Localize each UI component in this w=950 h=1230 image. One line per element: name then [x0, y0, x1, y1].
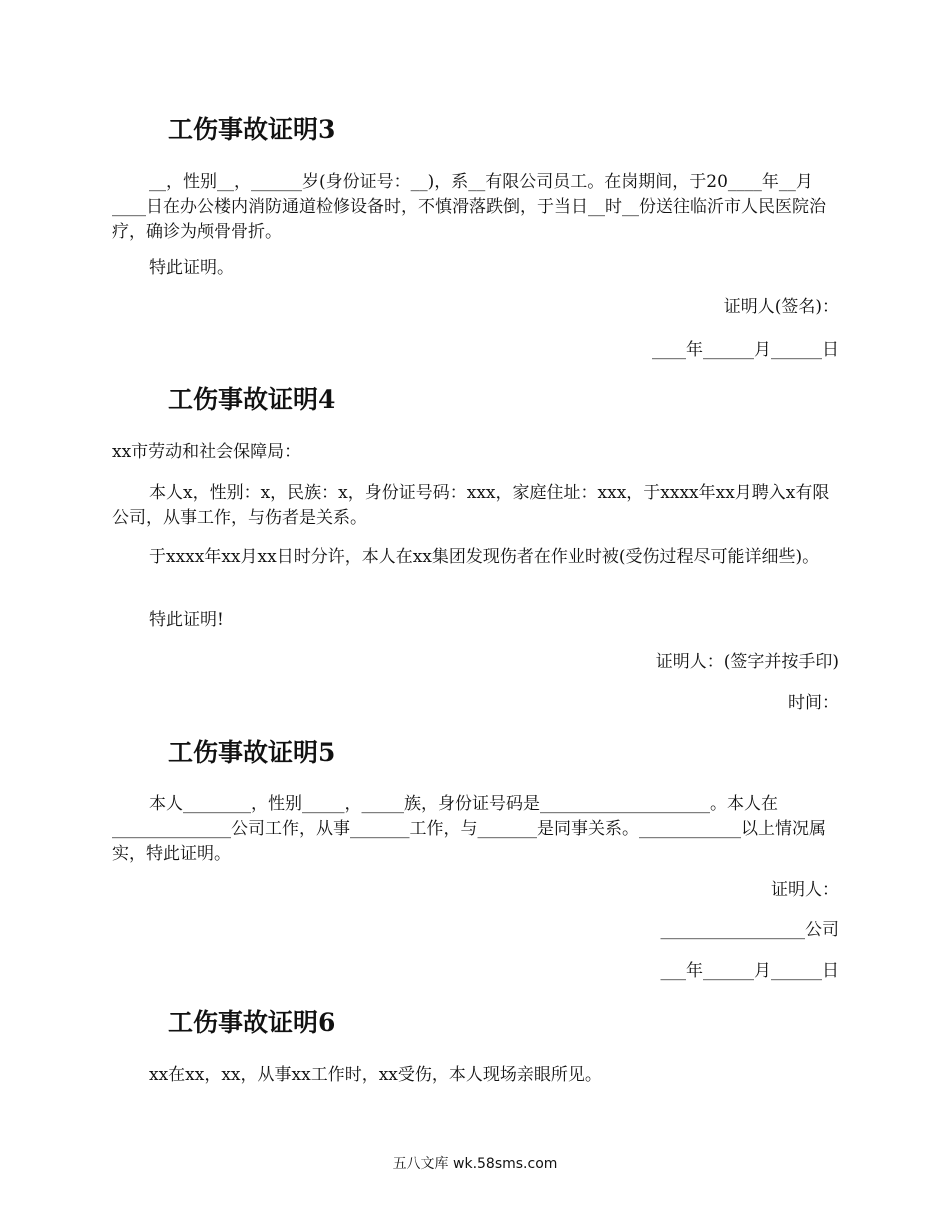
section-4-recipient: xx市劳动和社会保障局：	[112, 442, 302, 462]
section-5-heading: 工伤事故证明5	[168, 738, 336, 767]
footer-watermark: 五八文库 wk.58sms.com	[392, 1156, 558, 1172]
section-5-company: _________________公司	[660, 920, 839, 940]
section-3-body: __，性别__，______岁(身份证号：__)，系__有限公司员工。在岗期间，于20____年__月____日在办公楼内消防通道检修设备时，不慎滑落跌倒，于当日__时__份送往临沂市人民医院治疗，确诊为颅骨骨折。	[112, 172, 826, 242]
section-5-signature: 证明人：	[771, 880, 839, 900]
section-4-time: 时间：	[788, 693, 839, 713]
section-3-closing: 特此证明。	[149, 258, 234, 278]
section-4-heading: 工伤事故证明4	[168, 385, 336, 414]
section-3-heading: 工伤事故证明3	[168, 115, 336, 144]
section-4-closing: 特此证明!	[149, 610, 224, 630]
section-3-date: ____年______月______日	[652, 340, 839, 360]
section-5-date: ___年______月______日	[660, 961, 839, 981]
section-6-heading: 工伤事故证明6	[168, 1008, 336, 1037]
section-4-body-2: 于xxxx年xx月xx日时分许，本人在xx集团发现伤者在作业时被(受伤过程尽可能详细些)。	[149, 547, 820, 567]
section-3-signature: 证明人(签名)：	[723, 297, 839, 317]
section-4-signature: 证明人：(签字并按手印)	[655, 652, 839, 672]
section-5-body: 本人________，性别_____，_____族，身份证号码是____________________。本人在______________公司工作，从事_______工作，与_______是同事关系。____________以上情况属实，特此证明。	[112, 794, 826, 864]
section-4-body-1: 本人x，性别：x，民族：x，身份证号码：xxx，家庭住址：xxx，于xxxx年xx月聘入x有限公司，从事工作，与伤者是关系。	[112, 483, 830, 528]
section-6-body: xx在xx，xx，从事xx工作时，xx受伤，本人现场亲眼所见。	[149, 1065, 602, 1085]
